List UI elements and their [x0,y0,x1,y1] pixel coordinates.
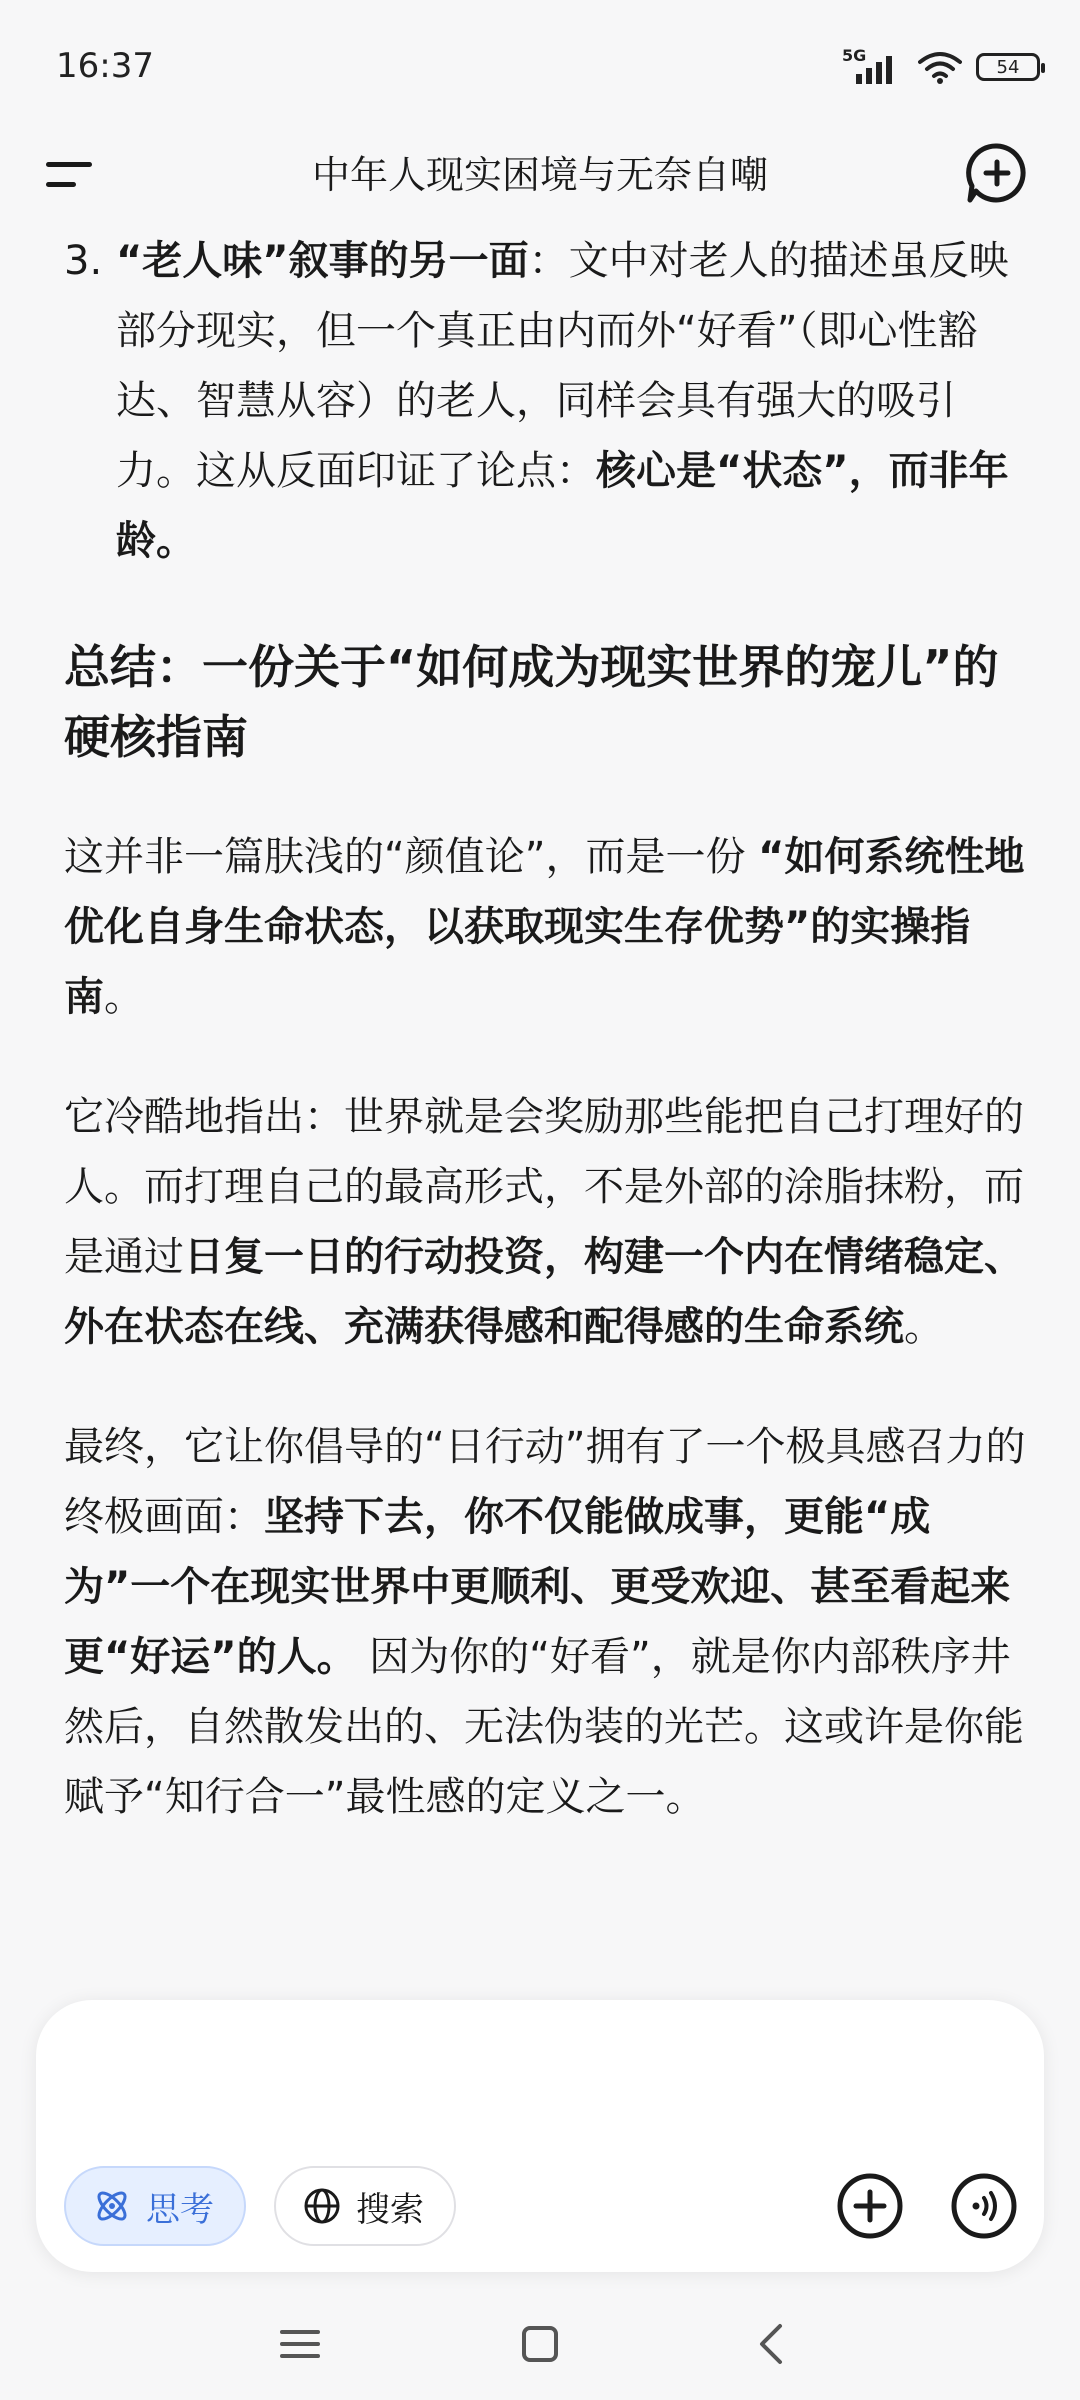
atom-icon [92,2186,132,2226]
paragraph-text: 因为你的“好看”，就是你内部秩序井然后，自然散发出的、无法伪装的光芒。这或许是你能赋予“知行合一”最性感的定义之一。 [64,1634,1024,1820]
paragraph-bold: 日复一日的行动投资，构建一个内在情绪稳定、外在状态在线、充满获得感和配得感的生命系统 [64,1234,1024,1350]
battery-icon [976,53,1040,81]
voice-icon[interactable] [942,2164,1026,2248]
signal-icon [842,46,904,84]
chat-content [64,226,1026,1986]
wifi-icon [918,50,962,84]
paragraph-2 [64,1082,1026,1362]
battery-level: 54 [996,56,1020,78]
globe-icon [302,2186,342,2226]
list-item [64,226,1026,576]
status-time: 16:37 [56,46,154,86]
message-input[interactable] [80,2046,780,2106]
list-item-conclusion: 核心是“状态”，而非年龄。 [116,448,1009,564]
network-type: 5G [842,46,867,65]
page-title: 中年人现实困境与无奈自嘲 [311,153,768,197]
search-toggle-button[interactable] [274,2166,456,2246]
paragraph-1 [64,822,1026,1032]
new-chat-icon[interactable] [964,140,1030,206]
status-bar [0,0,1080,130]
list-item-text [116,226,1026,576]
think-label: 思考 [146,2189,214,2230]
paragraph-text: 它冷酷地指出：世界就是会奖励那些能把自己打理好的人。而打理自己的最高形式，不是外部的涂脂抹粉，而是通过 [64,1094,1024,1280]
chat-input-card [36,2000,1044,2272]
list-item-lead: “老人味”叙事的另一面 [116,238,529,284]
paragraph-text: 最终，它让你倡导的“日行动”拥有了一个极具感召力的终极画面： [64,1424,1026,1540]
paragraph-text: 。 [904,1304,944,1350]
list-number: 3. [64,238,103,284]
home-icon[interactable] [510,2314,570,2374]
paragraph-text: 这并非一篇肤浅的“颜值论”，而是一份 [64,834,759,880]
status-icons [842,46,1040,84]
menu-icon[interactable] [270,2314,330,2374]
search-label: 搜索 [356,2189,424,2230]
list-item-body: ：文中对老人的描述虽反映部分现实，但一个真正由内而外“好看”（即心性豁达、智慧从容）的老人，同样会具有强大的吸引力。这从反面印证了论点： [116,238,1009,494]
plus-icon[interactable] [828,2164,912,2248]
paragraph-3 [64,1412,1026,1832]
paragraph-bold: “如何系统性地优化自身生命状态，以获取现实生存优势”的实操指南 [64,834,1025,1020]
think-toggle-button[interactable] [64,2166,246,2246]
system-nav-bar [0,2290,1080,2400]
paragraph-text: 。 [104,974,144,1020]
paragraph-bold: 坚持下去，你不仅能做成事，更能“成为”一个在现实世界中更顺利、更受欢迎、甚至看起来更“好运”的人。 [64,1494,1011,1680]
app-header [0,130,1080,226]
summary-heading: 总结：一份关于“如何成为现实世界的宠儿”的硬核指南 [64,640,999,764]
back-icon[interactable] [742,2314,802,2374]
